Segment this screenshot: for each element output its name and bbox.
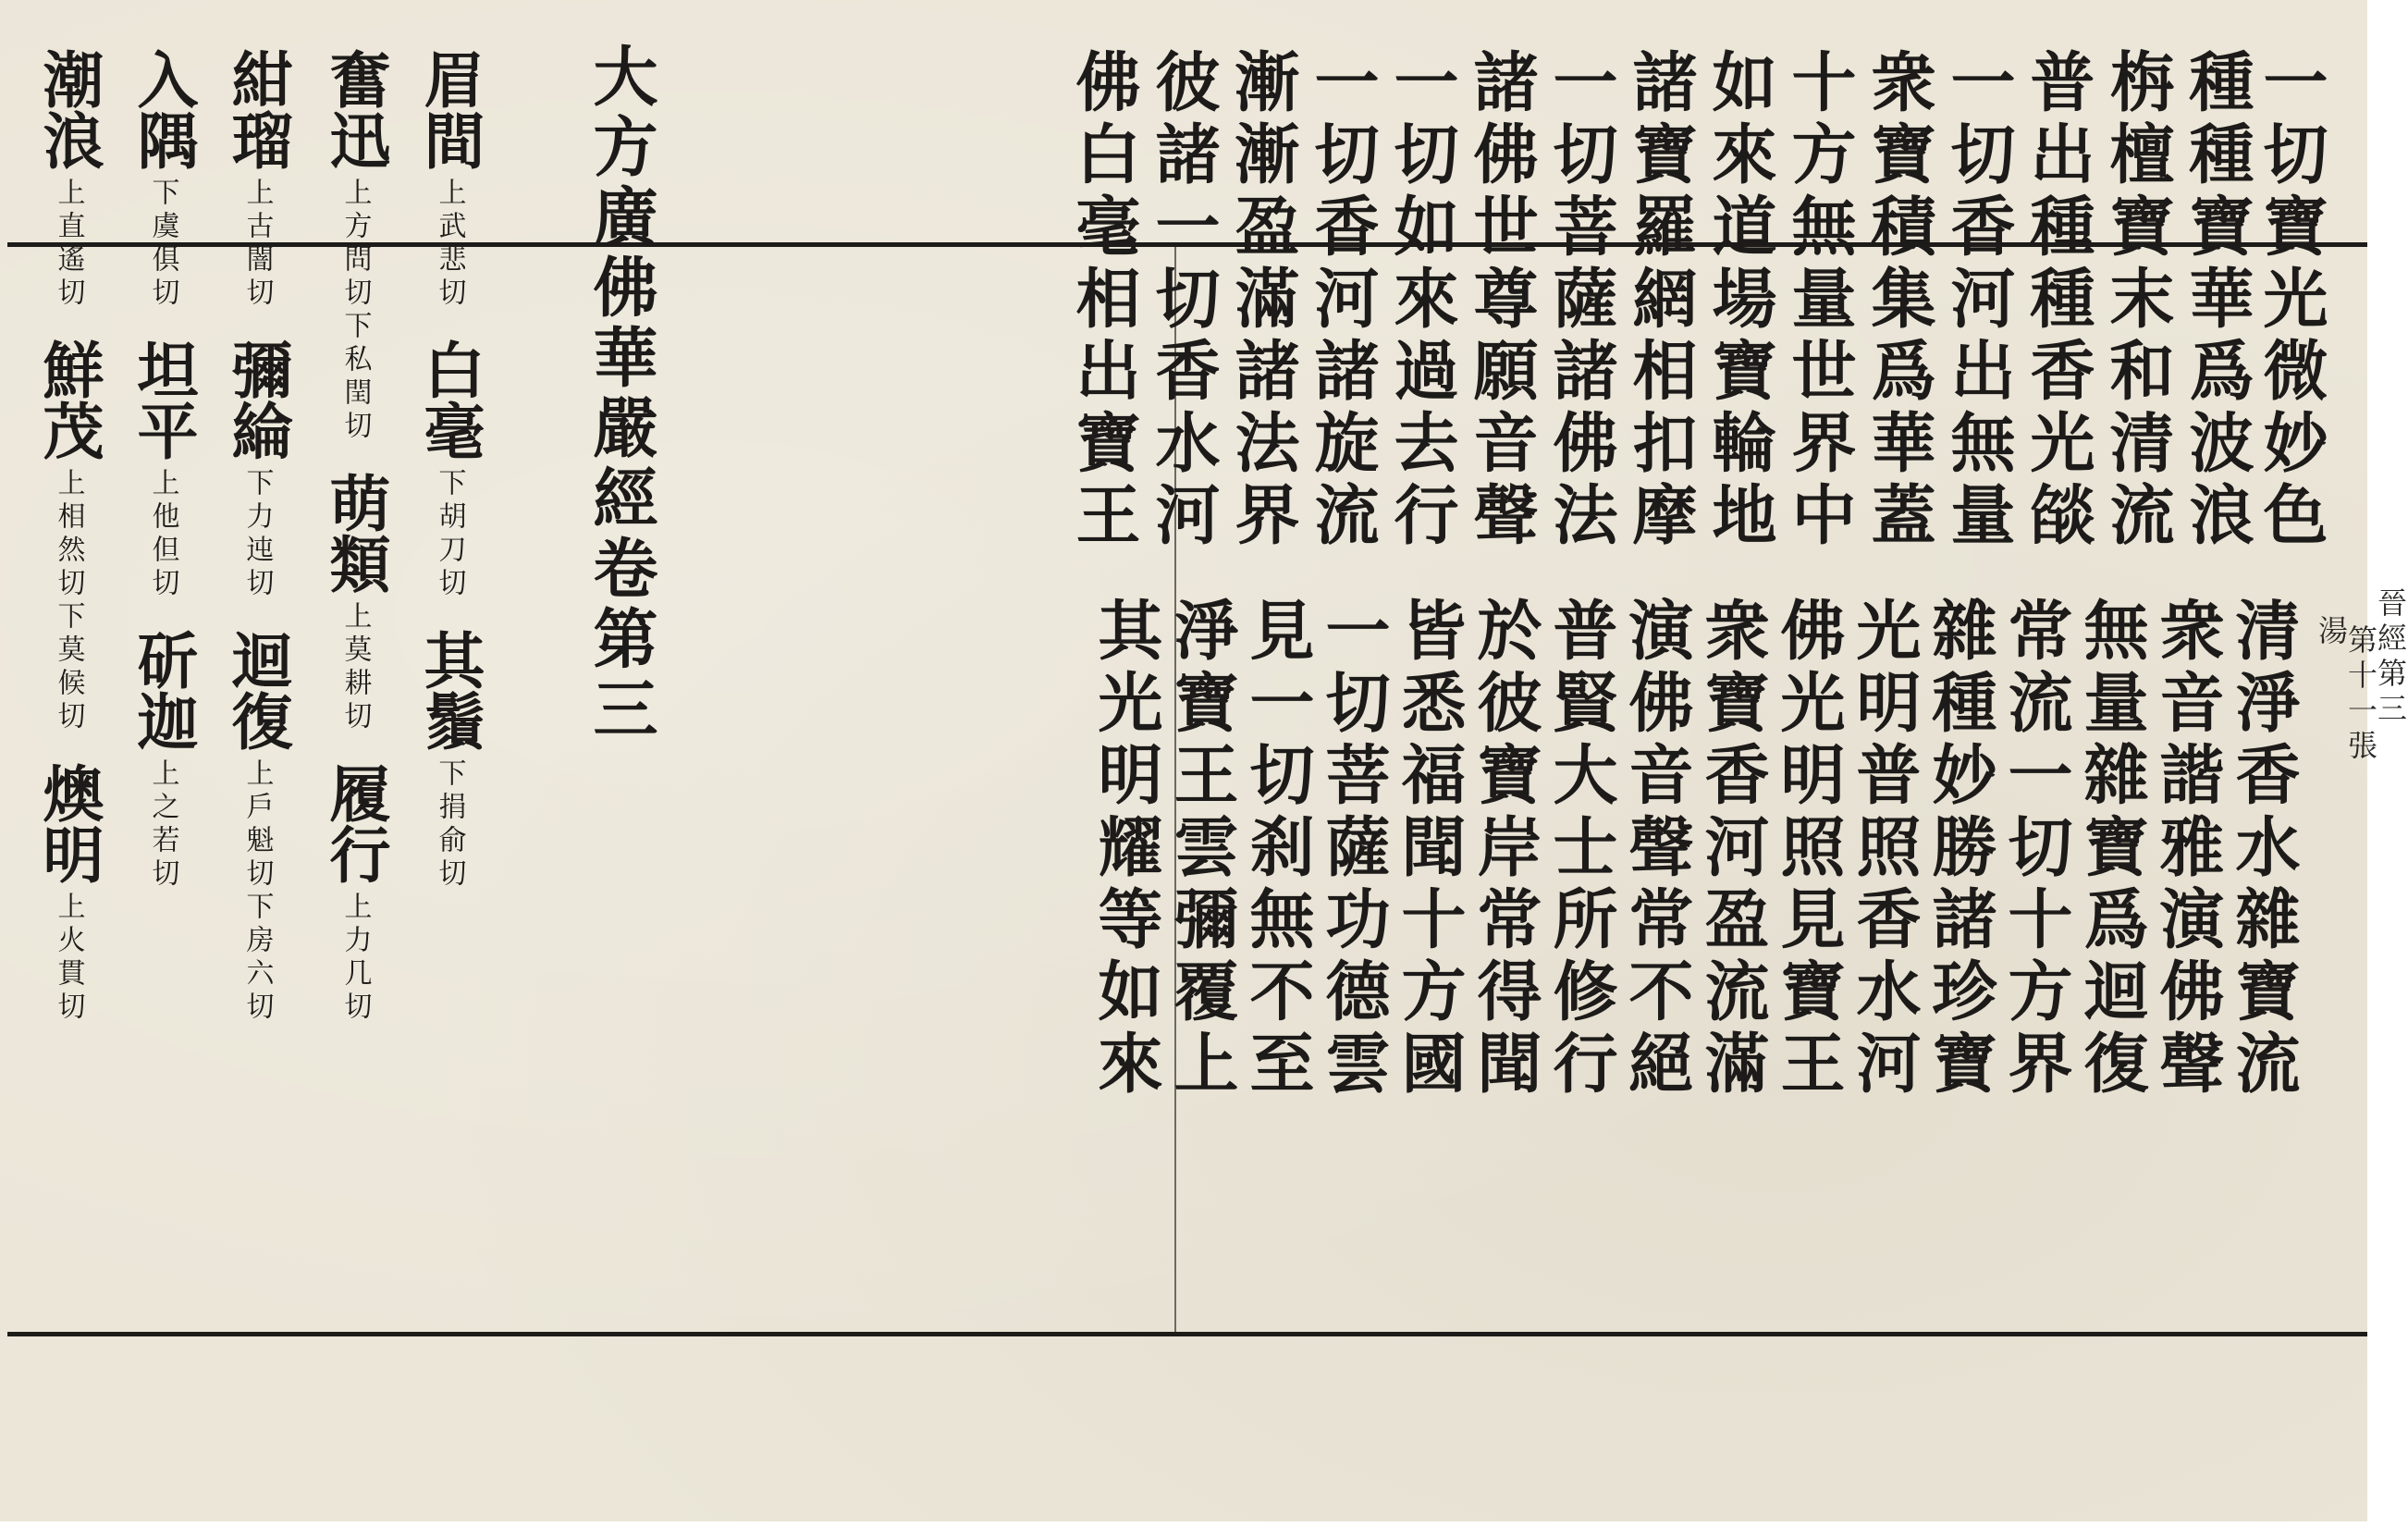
glossary-term: 履行 bbox=[319, 762, 391, 884]
verse-column: 衆寶積集爲華蓋 bbox=[1861, 48, 1937, 553]
verse-column: 光明普照香水河 bbox=[1846, 597, 1923, 1102]
glossary-term: 眉間 bbox=[413, 48, 485, 170]
glossary-gloss: 上古闇切 bbox=[240, 178, 274, 311]
glossary-entry bbox=[127, 48, 199, 311]
glossary-column bbox=[220, 48, 294, 1025]
glossary-entry bbox=[127, 629, 199, 892]
verse-column: 栴檀寶末和清流 bbox=[2099, 48, 2176, 553]
bottom-border-line bbox=[7, 1332, 2367, 1336]
glossary-entry bbox=[221, 339, 293, 601]
verse-column: 衆寶香河盈流滿 bbox=[1694, 597, 1771, 1102]
glossary-term: 入隅 bbox=[127, 48, 199, 170]
closing-title: 大方廣佛華嚴經卷第三 bbox=[583, 43, 659, 745]
glossary-gloss: 下捐俞切 bbox=[433, 758, 466, 892]
glossary-term: 彌綸 bbox=[221, 339, 293, 461]
glossary-entry bbox=[319, 48, 391, 444]
verse-column: 諸佛世尊願音聲 bbox=[1463, 48, 1540, 553]
glossary-gloss: 下虞俱切 bbox=[146, 178, 179, 311]
verse-column: 常流一切十方界 bbox=[1997, 597, 2074, 1102]
verse-column: 衆音諧雅演佛聲 bbox=[2149, 597, 2226, 1102]
verse-column: 佛光明照見寶王 bbox=[1770, 597, 1847, 1102]
glossary-term: 其鬚 bbox=[413, 629, 485, 751]
verse-column: 種種寶華爲波浪 bbox=[2179, 48, 2255, 553]
verse-column: 其光明耀等如來 bbox=[1087, 597, 1164, 1102]
verse-column: 演佛音聲常不絕 bbox=[1618, 597, 1695, 1102]
glossary-term: 白毫 bbox=[413, 339, 485, 461]
verse-column: 普出種種香光燄 bbox=[2020, 48, 2096, 553]
verse-column: 皆悉福聞十方國 bbox=[1391, 597, 1468, 1102]
scan-bottom-edge bbox=[0, 1521, 2367, 1539]
glossary-column bbox=[31, 48, 105, 1025]
glossary-term: 萌類 bbox=[319, 472, 391, 594]
verse-column: 一切菩薩功德雲 bbox=[1315, 597, 1392, 1102]
glossary-gloss: 下力迍切 bbox=[240, 468, 274, 601]
verse-column: 漸漸盈滿諸法界 bbox=[1224, 48, 1301, 553]
glossary-term: 鮮茂 bbox=[32, 339, 104, 461]
verse-column: 淨寶王雲彌覆上 bbox=[1163, 597, 1240, 1102]
verse-column: 佛白毫相出寶王 bbox=[1065, 48, 1142, 553]
verse-column: 見一切刹無不至 bbox=[1239, 597, 1316, 1102]
glossary-entry bbox=[32, 48, 104, 311]
glossary-entry bbox=[221, 629, 293, 1025]
glossary-entry bbox=[221, 48, 293, 311]
glossary-gloss: 上之若切 bbox=[146, 758, 179, 892]
verse-column: 於彼寶岸常得聞 bbox=[1467, 597, 1543, 1102]
glossary-column bbox=[126, 48, 200, 892]
glossary-gloss: 上戶魁切下房六切 bbox=[240, 758, 274, 1025]
verse-column: 雜種妙勝諸珍寶 bbox=[1922, 597, 1998, 1102]
verse-column: 清淨香水雜寶流 bbox=[2225, 597, 2302, 1102]
margin-note-mark: 湯 bbox=[2314, 615, 2349, 650]
verse-column: 一切香河諸旋流 bbox=[1304, 48, 1381, 553]
verse-column: 一切寶光微妙色 bbox=[2253, 48, 2329, 553]
glossary-gloss: 上他但切 bbox=[146, 468, 179, 601]
glossary-term: 紺瑠 bbox=[221, 48, 293, 170]
glossary-entry bbox=[32, 339, 104, 734]
verse-column: 普賢大士所修行 bbox=[1542, 597, 1619, 1102]
verse-column: 十方無量世界中 bbox=[1781, 48, 1858, 553]
verse-column: 一切香河出無量 bbox=[1940, 48, 2017, 553]
verse-column: 彼諸一切香水河 bbox=[1145, 48, 1222, 553]
glossary-column bbox=[318, 48, 392, 1025]
glossary-gloss: 上相然切下莫候切 bbox=[52, 468, 85, 734]
glossary-gloss: 上莫耕切 bbox=[338, 601, 372, 734]
verse-column: 一切如來過去行 bbox=[1383, 48, 1460, 553]
margin-note-page: 第十一張 bbox=[2343, 624, 2378, 765]
glossary-entry bbox=[319, 762, 391, 1025]
glossary-gloss: 上方問切下私閏切 bbox=[338, 178, 372, 444]
verse-column: 諸寶羅網相扣摩 bbox=[1622, 48, 1699, 553]
glossary-term: 迴復 bbox=[221, 629, 293, 751]
glossary-term: 坦平 bbox=[127, 339, 199, 461]
glossary-gloss: 上直遙切 bbox=[52, 178, 85, 311]
margin-note bbox=[2314, 587, 2408, 765]
glossary-term: 奮迅 bbox=[319, 48, 391, 170]
glossary-entry bbox=[127, 339, 199, 601]
glossary-entry bbox=[32, 762, 104, 1025]
glossary-gloss: 上武悲切 bbox=[433, 178, 466, 311]
glossary-entry bbox=[413, 629, 485, 892]
glossary-gloss: 上火貫切 bbox=[52, 892, 85, 1025]
glossary-entry bbox=[319, 472, 391, 734]
glossary-term: 潮浪 bbox=[32, 48, 104, 170]
glossary-entry bbox=[413, 339, 485, 601]
verse-column: 一切菩薩諸佛法 bbox=[1542, 48, 1619, 553]
glossary-column bbox=[412, 48, 486, 892]
margin-note-volume: 晉經第三 bbox=[2373, 587, 2408, 728]
glossary-gloss: 上力几切 bbox=[338, 892, 372, 1025]
verse-column: 無量雜寶爲迴復 bbox=[2073, 597, 2150, 1102]
verse-column: 如來道場寶輪地 bbox=[1702, 48, 1778, 553]
glossary-term: 斫迦 bbox=[127, 629, 199, 751]
glossary-term: 燠明 bbox=[32, 762, 104, 884]
glossary-entry bbox=[413, 48, 485, 311]
glossary-gloss: 下胡刀切 bbox=[433, 468, 466, 601]
